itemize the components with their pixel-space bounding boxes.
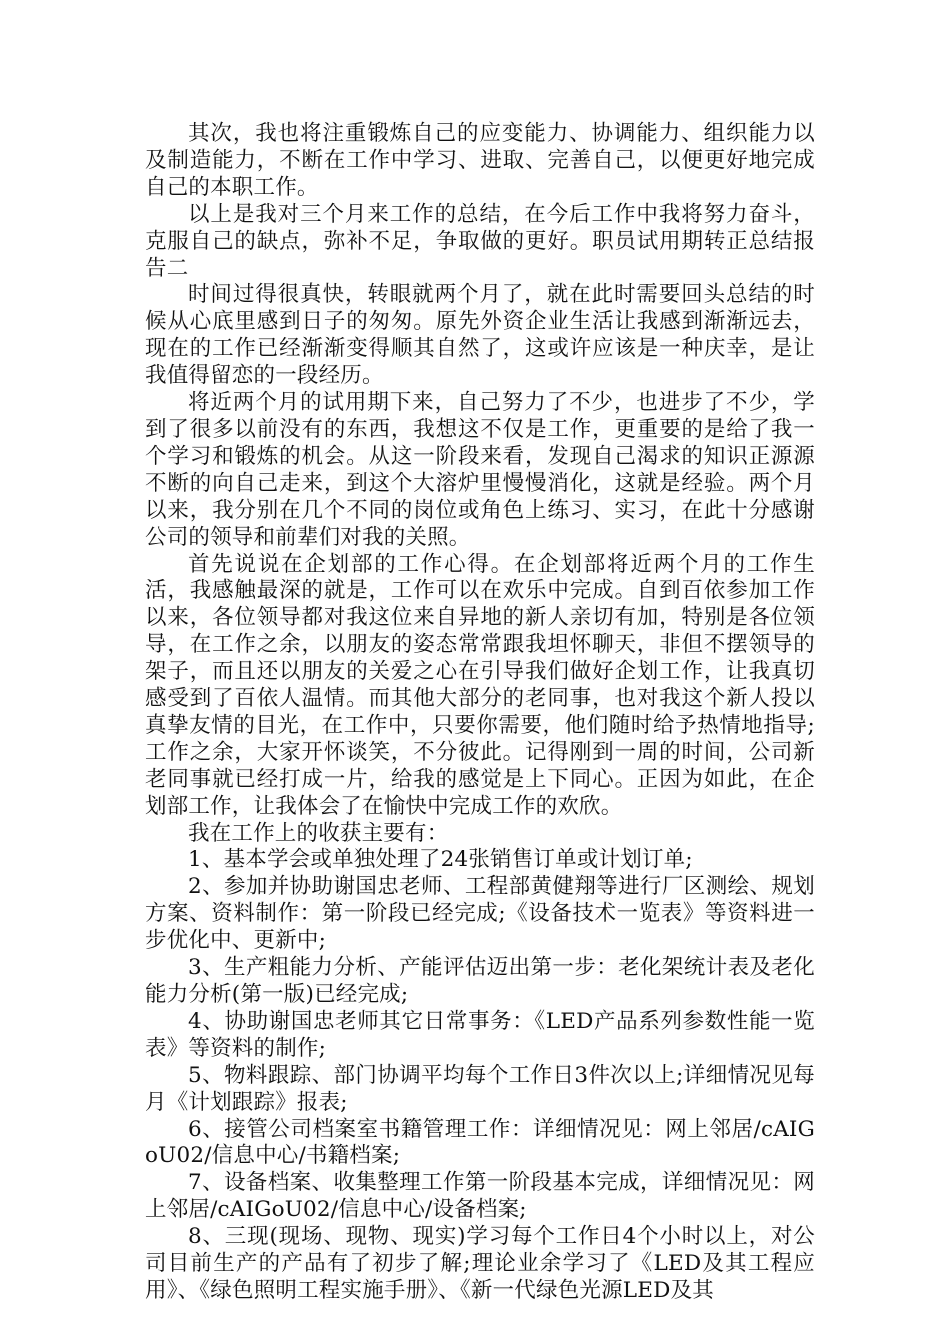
list-item-2: 2、参加并协助谢国忠老师、工程部黄健翔等进行厂区测绘、规划方案、资料制作：第一阶段已经完成;《设备技术一览表》等资料进一步优化中、更新中; [145,874,815,954]
list-item-4: 4、协助谢国忠老师其它日常事务：《LED产品系列参数性能一览表》等资料的制作; [145,1008,815,1061]
list-item-1: 1、基本学会或单独处理了24张销售订单或计划订单; [188,847,693,873]
list-item-7: 7、设备档案、收集整理工作第一阶段基本完成，详细情况见：网上邻居/cAIGoU02/信息中心/设备档案; [145,1170,815,1223]
list-item-6: 6、接管公司档案室书籍管理工作：详细情况见：网上邻居/cAIGoU02/信息中心/书籍档案; [145,1116,815,1169]
paragraph-2: 以上是我对三个月来工作的总结，在今后工作中我将努力奋斗，克服自己的缺点，弥补不足，争取做的更好。职员试用期转正总结报告二 [145,201,815,281]
paragraph-6: 我在工作上的收获主要有： [188,820,449,846]
paragraph-1: 其次，我也将注重锻炼自己的应变能力、协调能力、组织能力以及制造能力，不断在工作中学习、进取、完善自己，以便更好地完成自己的本职工作。 [145,121,815,200]
list-item-8: 8、三现(现场、现物、现实)学习每个工作日4个小时以上，对公司目前生产的产品有了初步了解;理论业余学习了《LED及其工程应用》、《绿色照明工程实施手册》、《新一代绿色光源LED及其 [145,1224,815,1303]
paragraph-4: 将近两个月的试用期下来，自己努力了不少，也进步了不少，学到了很多以前没有的东西，我想这不仅是工作，更重要的是给了我一个学习和锻炼的机会。从这一阶段来看，发现自己渴求的知识正源源不断的向自己走来，到这个大溶炉里慢慢消化，这就是经验。两个月以来，我分别在几个不同的岗位或角色上练习、实习，在此十分感谢公司的领导和前辈们对我的关照。 [145,390,815,550]
document-page [145,121,815,1305]
paragraph-5: 首先说说在企划部的工作心得。在企划部将近两个月的工作生活，我感触最深的就是，工作可以在欢乐中完成。自到百依参加工作以来，各位领导都对我这位来自异地的新人亲切有加，特别是各位领导，在工作之余，以朋友的姿态常常跟我坦怀聊天，非但不摆领导的架子，而且还以朋友的关爱之心在引导我们做好企划工作，让我真切感受到了百依人温情。而其他大部分的老同事，也对我这个新人投以真挚友情的目光，在工作中，只要你需要，他们随时给予热情地指导;工作之余，大家开怀谈笑，不分彼此。记得刚到一周的时间，公司新老同事就已经打成一片，给我的感觉是上下同心。正因为如此，在企划部工作，让我体会了在愉快中完成工作的欢欣。 [145,551,815,819]
paragraph-3: 时间过得很真快，转眼就两个月了，就在此时需要回头总结的时候从心底里感到日子的匆匆。原先外资企业生活让我感到渐渐远去，现在的工作已经渐渐变得顺其自然了，这或许应该是一种庆幸，是让我值得留恋的一段经历。 [145,282,815,389]
list-item-5: 5、物料跟踪、部门协调平均每个工作日3件次以上;详细情况见每月《计划跟踪》报表; [145,1062,815,1115]
list-item-3: 3、生产粗能力分析、产能评估迈出第一步：老化架统计表及老化能力分析(第一版)已经完成; [145,955,815,1007]
